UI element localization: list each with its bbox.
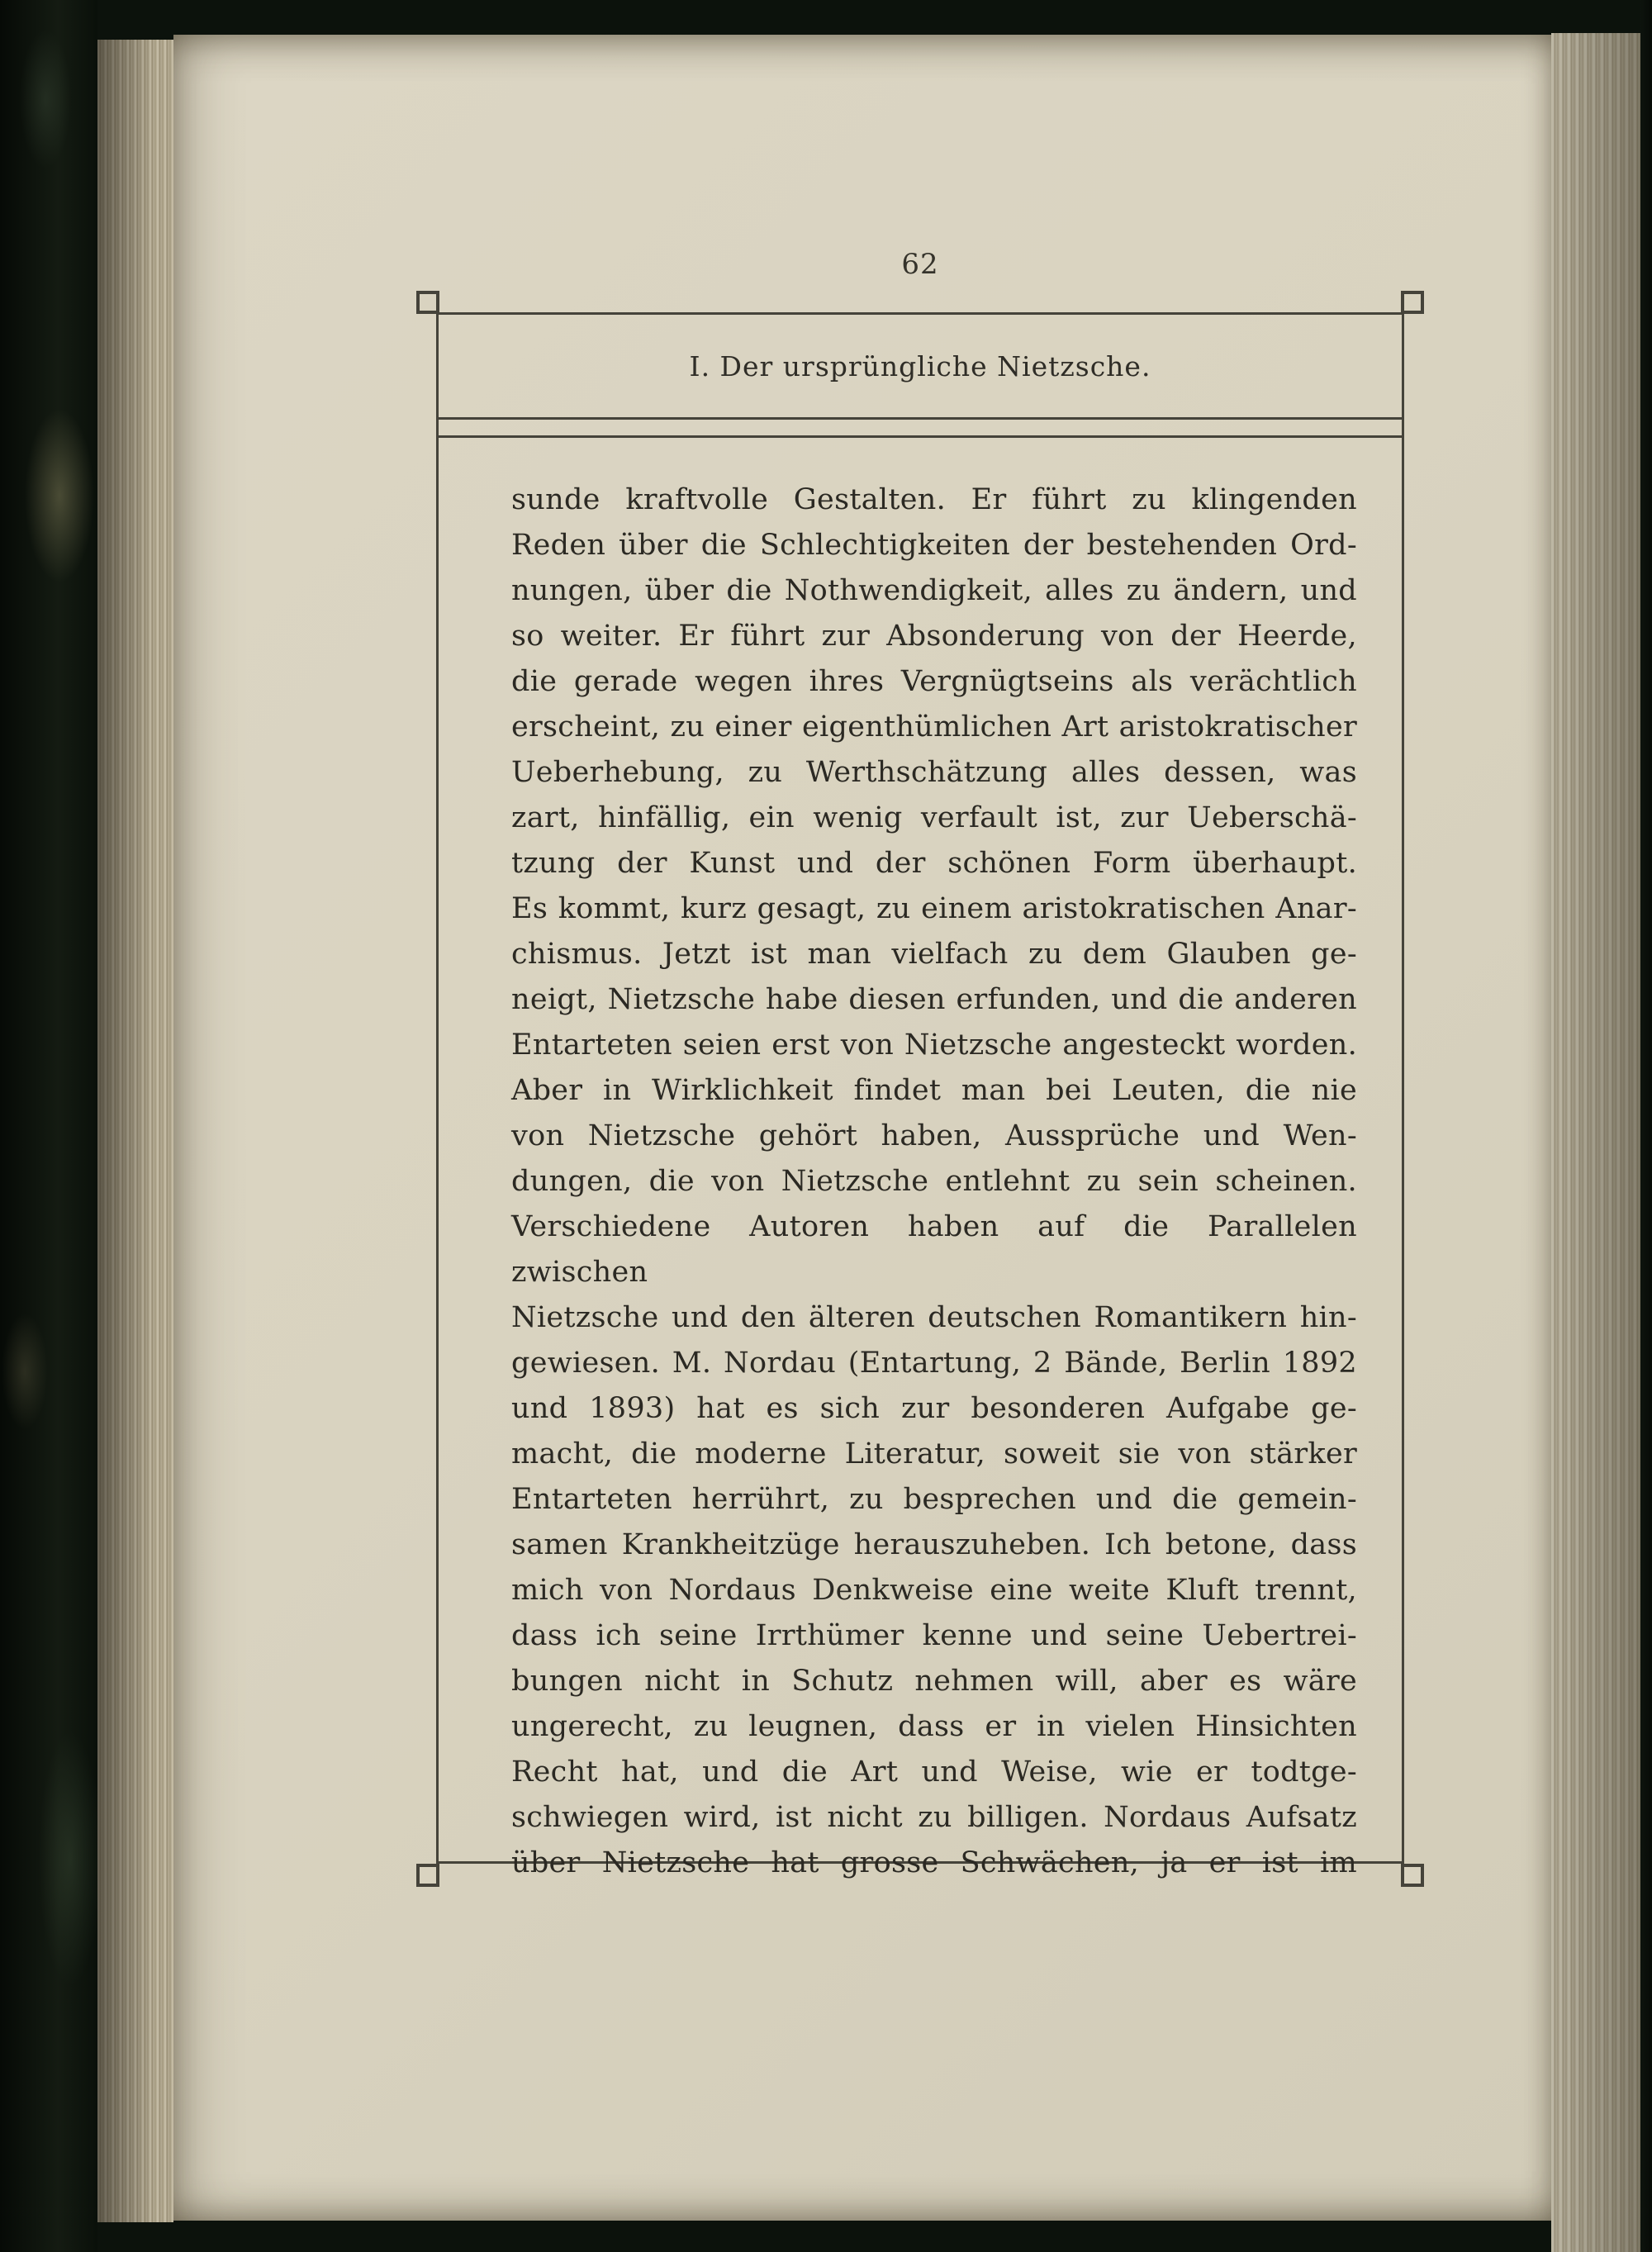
text-line: über Nietzsche hat grosse Schwächen, ja er ist im xyxy=(511,1846,1357,1879)
text-line: so weiter. Er führt zur Absonderung von der Heerde, xyxy=(511,620,1357,653)
text-line: Nietzsche und den älteren deutschen Romantikern hin- xyxy=(511,1301,1357,1334)
text-line: von Nietzsche gehört haben, Aussprüche und Wen- xyxy=(511,1119,1357,1152)
page-edges-right xyxy=(1551,33,1640,2252)
text-line: mich von Nordaus Denkweise eine weite Kluft trennt, xyxy=(511,1574,1357,1607)
corner-ornament-bottom-right-icon xyxy=(1401,1864,1424,1887)
text-line: Aber in Wirklichkeit findet man bei Leuten, die nie xyxy=(511,1074,1357,1107)
text-body-area xyxy=(439,435,1402,1879)
chapter-header-title: I. Der ursprüngliche Nietzsche. xyxy=(689,349,1151,382)
page-number: 62 xyxy=(901,248,939,281)
text-line: ungerecht, zu leugnen, dass er in vielen Hinsichten xyxy=(511,1710,1357,1743)
body-text xyxy=(511,477,1357,1886)
text-line: Entarteten seien erst von Nietzsche angesteckt worden. xyxy=(511,1029,1357,1062)
book-cover-right xyxy=(1640,0,1652,2252)
text-line: schwiegen wird, ist nicht zu billigen. Nordaus Aufsatz xyxy=(511,1801,1357,1834)
text-line: Entarteten herrührt, zu besprechen und die gemein- xyxy=(511,1483,1357,1516)
text-line: bungen nicht in Schutz nehmen will, aber es wäre xyxy=(511,1665,1357,1698)
text-line: chismus. Jetzt ist man vielfach zu dem Glauben ge- xyxy=(511,938,1357,971)
text-line: samen Krankheitzüge herauszuheben. Ich betone, dass xyxy=(511,1528,1357,1561)
ornamental-frame xyxy=(436,312,1404,1879)
book-cover-left xyxy=(0,0,97,2252)
text-line: Ueberhebung, zu Werthschätzung alles dessen, was xyxy=(511,756,1357,789)
text-line: die gerade wegen ihres Vergnügtseins als verächtlich xyxy=(511,665,1357,698)
text-line: gewiesen. M. Nordau (Entartung, 2 Bände, Berlin 1892 xyxy=(511,1347,1357,1380)
text-line: tzung der Kunst und der schönen Form überhaupt. xyxy=(511,847,1357,880)
page-edges-left xyxy=(97,40,173,2222)
text-line: dass ich seine Irrthümer kenne und seine Uebertrei- xyxy=(511,1619,1357,1652)
text-line: Recht hat, und die Art und Weise, wie er todtge- xyxy=(511,1756,1357,1789)
book-page xyxy=(173,35,1551,2221)
corner-ornament-top-right-icon xyxy=(1401,291,1424,314)
text-line: macht, die moderne Literatur, soweit sie von stärker xyxy=(511,1437,1357,1470)
corner-ornament-top-left-icon xyxy=(416,291,439,314)
text-line: Reden über die Schlechtigkeiten der bestehenden Ord- xyxy=(511,529,1357,562)
chapter-header-band xyxy=(439,315,1402,420)
corner-ornament-bottom-left-icon xyxy=(416,1864,439,1887)
text-line: sunde kraftvolle Gestalten. Er führt zu klingenden xyxy=(511,483,1357,516)
text-line: dungen, die von Nietzsche entlehnt zu sein scheinen. xyxy=(511,1165,1357,1198)
text-line: zart, hinfällig, ein wenig verfault ist, zur Ueberschä- xyxy=(511,801,1357,834)
text-line: neigt, Nietzsche habe diesen erfunden, und die anderen xyxy=(511,983,1357,1016)
text-line: und 1893) hat es sich zur besonderen Aufgabe ge- xyxy=(511,1392,1357,1425)
text-line: nungen, über die Nothwendigkeit, alles zu ändern, und xyxy=(511,574,1357,607)
text-line: Verschiedene Autoren haben auf die Parallelen zwischen xyxy=(511,1210,1357,1289)
text-line: erscheint, zu einer eigenthümlichen Art aristokratischer xyxy=(511,710,1357,744)
text-line: Es kommt, kurz gesagt, zu einem aristokratischen Anar- xyxy=(511,892,1357,925)
